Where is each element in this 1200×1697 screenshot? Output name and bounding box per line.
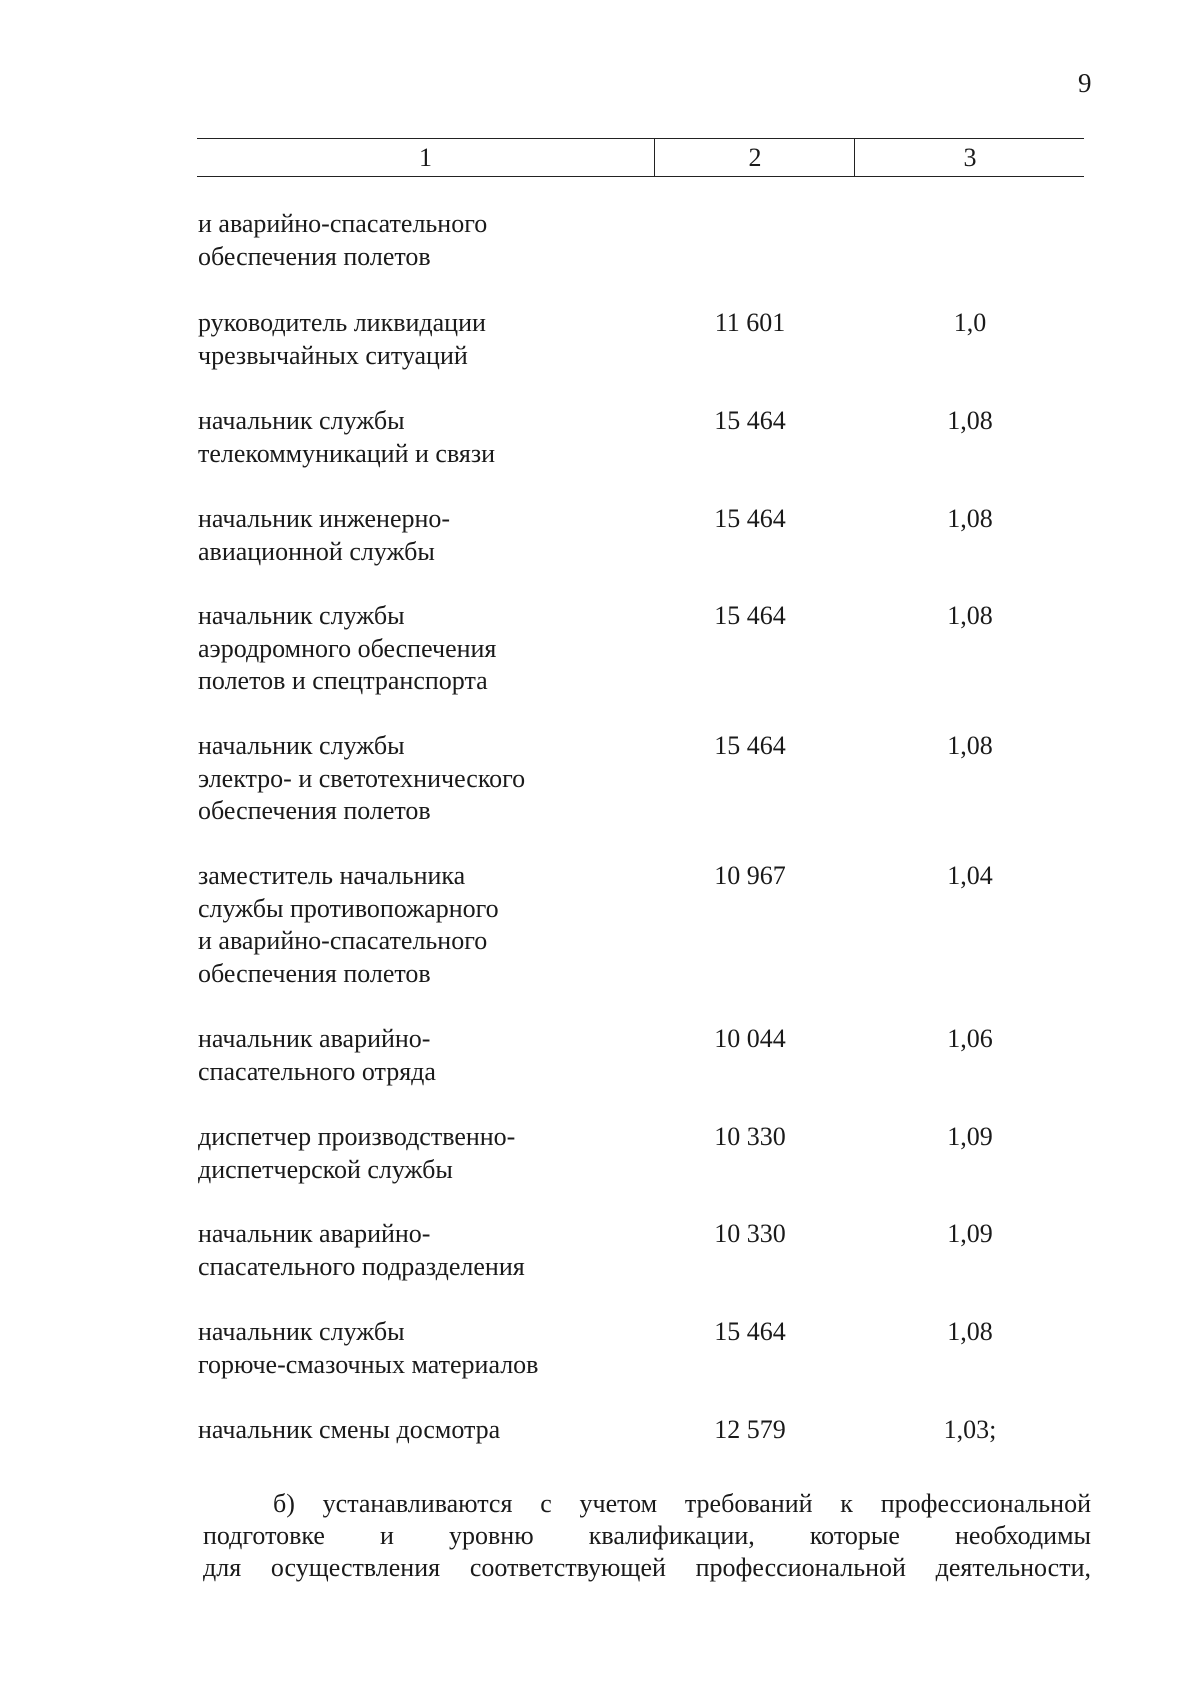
body-paragraph [203,1488,1091,1584]
position-name-line: службы противопожарного [198,893,499,923]
salary-value: 15 464 [714,406,786,435]
position-name [198,600,658,698]
salary-value: 15 464 [714,504,786,533]
position-name-line: и аварийно-спасательного [198,926,488,955]
position-name [198,1218,658,1283]
position-name-line: спасательного отряда [198,1056,436,1086]
coefficient-value: 1,09 [947,1122,993,1151]
position-name-line: телекоммуникаций и связи [198,438,496,468]
position-name-line: спасательного подразделения [198,1251,525,1281]
position-name [198,503,658,568]
coefficient-value: 1,04 [947,861,993,890]
position-name [198,730,658,828]
position-name [198,1316,658,1381]
coefficient-value: 1,08 [947,406,993,435]
position-name-line: руководитель ликвидации [198,308,486,337]
position-name-line: начальник аварийно- [198,1219,431,1248]
position-name [198,307,658,372]
coefficient-value: 1,0 [953,308,987,337]
position-name-line: диспетчерской службы [198,1154,453,1184]
position-name [198,405,658,470]
position-name [198,860,658,990]
position-name-line: начальник смены досмотра [198,1415,501,1444]
salary-value: 11 601 [714,308,786,337]
position-name-line: начальник службы [198,406,405,435]
salary-value: 10 330 [714,1122,786,1151]
position-name-line: обеспечения полетов [198,958,431,988]
coefficient-value: 1,08 [947,504,993,533]
position-name-line: заместитель начальника [198,861,466,890]
position-name-line: начальник инженерно- [198,504,451,533]
coefficient-value: 1,08 [947,1317,993,1346]
coefficient-value: 1,03; [943,1415,997,1444]
salary-value: 12 579 [714,1415,786,1444]
position-name-line: полетов и спецтранспорта [198,666,488,695]
position-name [198,1121,658,1186]
position-name-line: чрезвычайных ситуаций [198,340,468,370]
position-name-line: начальник службы [198,1317,405,1346]
paragraph-line: для осуществления соответствующей профессиональной деятельности, [203,1553,1091,1582]
position-name-line: горюче-смазочных материалов [198,1349,539,1379]
position-name-line: авиационной службы [198,536,435,566]
column-header-1: 1 [419,143,432,172]
coefficient-value: 1,06 [947,1024,993,1053]
salary-value: 10 967 [714,861,786,890]
salary-value: 10 330 [714,1219,786,1248]
position-name-line: обеспечения полетов [198,241,431,271]
position-name-line: начальник аварийно- [198,1024,431,1053]
page-number: 9 [1078,68,1092,98]
column-header-3: 3 [854,139,1085,176]
position-name [198,208,658,273]
salary-value: 10 044 [714,1024,786,1053]
coefficient-value: 1,08 [947,601,993,630]
salary-value: 15 464 [714,731,786,760]
paragraph-line: б) устанавливаются с учетом требований к профессиональной [273,1489,1091,1518]
coefficient-value: 1,09 [947,1219,993,1248]
paragraph-line: подготовке и уровню квалификации, которые необходимы [203,1521,1091,1550]
position-name-line: диспетчер производственно- [198,1122,516,1151]
position-name-line: обеспечения полетов [198,796,431,825]
position-name-line: аэродромного обеспечения [198,633,497,663]
position-name-line: электро- и светотехнического [198,763,526,793]
column-header-2: 2 [654,139,855,176]
salary-value: 15 464 [714,1317,786,1346]
position-name-line: начальник службы [198,731,405,760]
position-name-line: и аварийно-спасательного [198,209,488,238]
salary-value: 15 464 [714,601,786,630]
position-name-line: начальник службы [198,601,405,630]
position-name [198,1023,658,1088]
coefficient-value: 1,08 [947,731,993,760]
table-header [197,138,1084,177]
position-name [198,1414,658,1447]
